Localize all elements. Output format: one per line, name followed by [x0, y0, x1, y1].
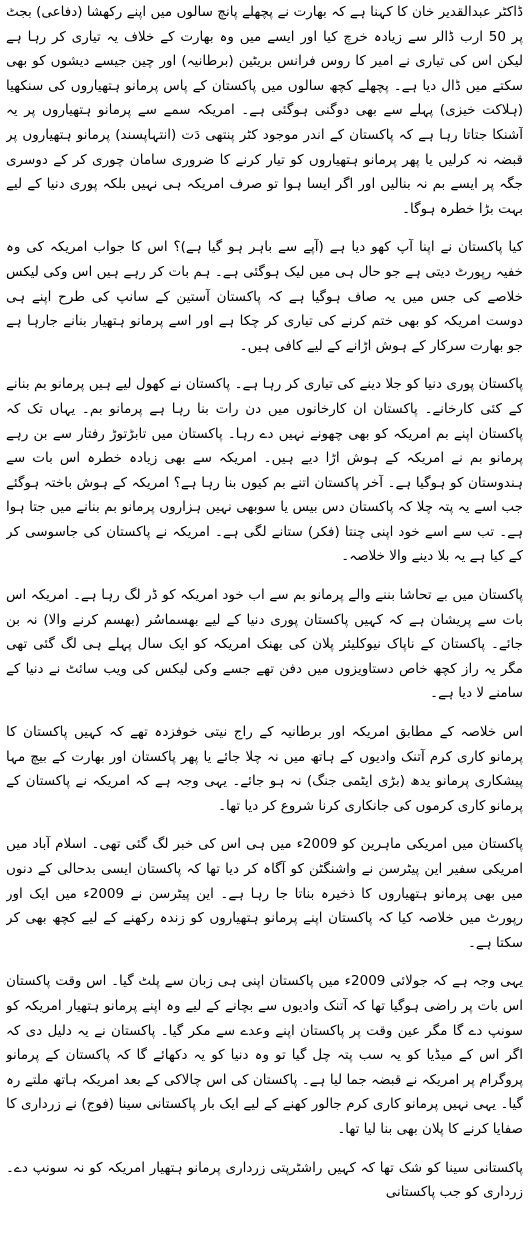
article-body	[6, 0, 523, 1258]
paragraph-6: پاکستان میں امریکی ماہرین کو 2009ء میں ہی اس کی خبر لگ گئی تھی۔ اسلام آباد میں امریکی سفیر این پیٹرسن نے واشنگٹن کو آگاہ کر دیا تھا کہ پاکستان ایسی بدحالی کے دنوں میں بھی پرمانو ہتھیاروں کا ذخیرہ بناتا جا رہا ہے۔ این پیٹرسن نے 2009ء میں ایک اور رپورٹ میں خلاصہ کیا کہ پاکستان اپنے پرمانو ہتھیاروں کو زندہ رکھنے کے لیے کچھ بھی کر سکتا ہے۔	[6, 836, 523, 951]
paragraph-7: یہی وجہ ہے کہ جولائی 2009ء میں پاکستان اپنی ہی زبان سے پلٹ گیا۔ اس وقت پاکستان اس بات پر راضی ہوگیا تھا کہ آتنک وادیوں سے بچانے کے لیے وہ اپنے پرمانو ہتھیار امریکہ کو سونپ دے گا مگر عین وقت پر پاکستان اپنے وعدے سے مکر گیا۔ پاکستان نے یہ دلیل دی کہ اگر اس کے میڈیا کو یہ سب پتہ چل گیا تو وہ دنیا کو یہ دکھائے گا کہ پاکستان کے پرمانو پروگرام پر امریکہ نے قبضہ جما لیا ہے۔ پاکستان کی اس چالاکی کے بعد امریکہ ہاتھ ملتے رہ گیا۔ یہی نہیں پرمانو کاری کرم جالور کھنے کے لیے ایک بار پاکستانی سینا (فوج) نے زرداری کا صفایا کرنے کا پلان بھی بنا لیا تھا۔	[6, 973, 523, 1137]
paragraph-2: کیا پاکستان نے اپنا آپ کھو دیا ہے (آپے سے باہر ہو گیا ہے)؟ اس کا جواب امریکہ کی وہ خفیہ رپورٹ دیتی ہے جو حال ہی میں لیک ہوگئی ہے۔ ہم بات کر رہے ہیں اس وکی لیکس خلاصے کی جس میں یہ صاف ہوگیا ہے کہ پاکستان آستین کے سانپ کی طرح اپنے ہی دوست امریکہ کو بھی ختم کرنے کی تیاری کر چکا ہے اور اسے پرمانو ہتھیار بنانے جارہا ہے جو بھارت سرکار کے ہوش اڑانے کے لیے کافی ہیں۔	[6, 239, 523, 354]
paragraph-4: پاکستان میں بے تحاشا بننے والے پرمانو بم سے اب خود امریکہ کو ڈر لگ رہا ہے۔ امریکہ اس بات سے پریشان ہے کہ کہیں پاکستان پوری دنیا کے لیے بھسماسُر (بھسم کرنے والا) نہ بن جائے۔ پاکستان کے ناپاک نیوکلیئر پلان کی بھنک امریکہ کو ایک سال پہلے ہی لگ گئی تھی مگر یہ راز کچھ خاص دستاویزوں میں دفن تھے جسے وکی لیکس کی ویب سائٹ نے دنیا کے سامنے لا دیا ہے۔	[6, 587, 523, 702]
paragraph-3: پاکستان پوری دنیا کو جلا دینے کی تیاری کر رہا ہے۔ پاکستان نے کھول لیے ہیں پرمانو بم بنانے کے کئی کارخانے۔ پاکستان ان کارخانوں میں دن رات بنا رہا ہے پرمانو بم۔ یہاں تک کہ پاکستان اپنے بم امریکہ کو بھی چھونے نہیں دے رہا۔ پاکستان میں تابڑتوڑ رفتار سے بن رہے پرمانو بم نے امریکہ کے ہوش اڑا دیے ہیں۔ امریکہ سے بھی زیادہ خطرہ اس بات سے ہندوستان کو ہوگیا ہے۔ آخر پاکستان اتنے بم کیوں بنا رہا ہے؟ امریکہ کے ہوش باختہ ہوگئے جب اسے یہ پتہ چلا کہ پاکستان دس بیس یا سوبھی نہیں ہزاروں پرمانو بم بنانے میں جتا ہوا ہے۔ تب سے اسے خود اپنی چنتا (فکر) ستانے لگی ہے۔ امریکہ نے پاکستان کی جاسوسی کر کے کیا ہے یہ بلا دینے والا خلاصہ۔	[6, 376, 523, 565]
paragraph-5: اس خلاصہ کے مطابق امریکہ اور برطانیہ کے راج نیتی خوفزدہ تھے کہ کہیں پاکستان کا پرمانو کاری کرم آتنک وادیوں کے ہاتھ میں نہ چلا جائے یا پھر پاکستان اور بھارت کے بیچ مہا پیشکاری پرمانو یدھ (بڑی ایٹمی جنگ) نہ ہو جائے۔ یہی وجہ ہے کہ امریکہ نے پاکستان کے پرمانو کاری کرموں کی جانکاری کرنا شروع کر دیا تھا۔	[6, 724, 523, 814]
paragraph-8: پاکستانی سینا کو شک تھا کہ کہیں راشٹرپتی زرداری پرمانو ہتھیار امریکہ کو نہ سونپ دے۔ زرداری کو جب پاکستانی	[6, 1159, 523, 1201]
paragraph-1: ڈاکٹر عبدالقدیر خان کا کہنا ہے کہ بھارت نے پچھلے پانچ سالوں میں اپنے رکھشا (دفاعی) بجٹ پر 50 ارب ڈالر سے زیادہ خرچ کیا اور ایسے میں وہ بھارت کے خلاف یہ تیاری کر رہا ہے لیکن اس کی تیاری نے امیر کا روس فرانس بریٹین (برطانیہ) اور چین جیسے دیشوں کو بھی سکتے میں ڈال دیا ہے۔ پچھلے کچھ سالوں میں پاکستان کے پاس پرمانو ہتھیاروں کی سنکھیا (ہلاکت خیزی) پہلے سے بھی دوگنی ہوگئی ہے۔ امریکہ سمے سے پرمانو ہتھیاروں پر یہ آشنکا جتاتا رہا ہے کہ پاکستان کے اندر موجود کٹر پنتھی دَت (انتہاپسند) پرمانو ہتھیاروں پر قبضہ نہ کرلیں یا پھر پرمانو ہتھیاروں کو تیار کرنے کا ضروری سامان چوری کر کے دوسری جگہ پر ایسے بم نہ بنالیں اور اگر ایسا ہوا تو صرف امریکہ ہی نہیں بلکہ پوری دنیا کے لیے بہت بڑا خطرہ ہوگا۔	[6, 4, 523, 217]
